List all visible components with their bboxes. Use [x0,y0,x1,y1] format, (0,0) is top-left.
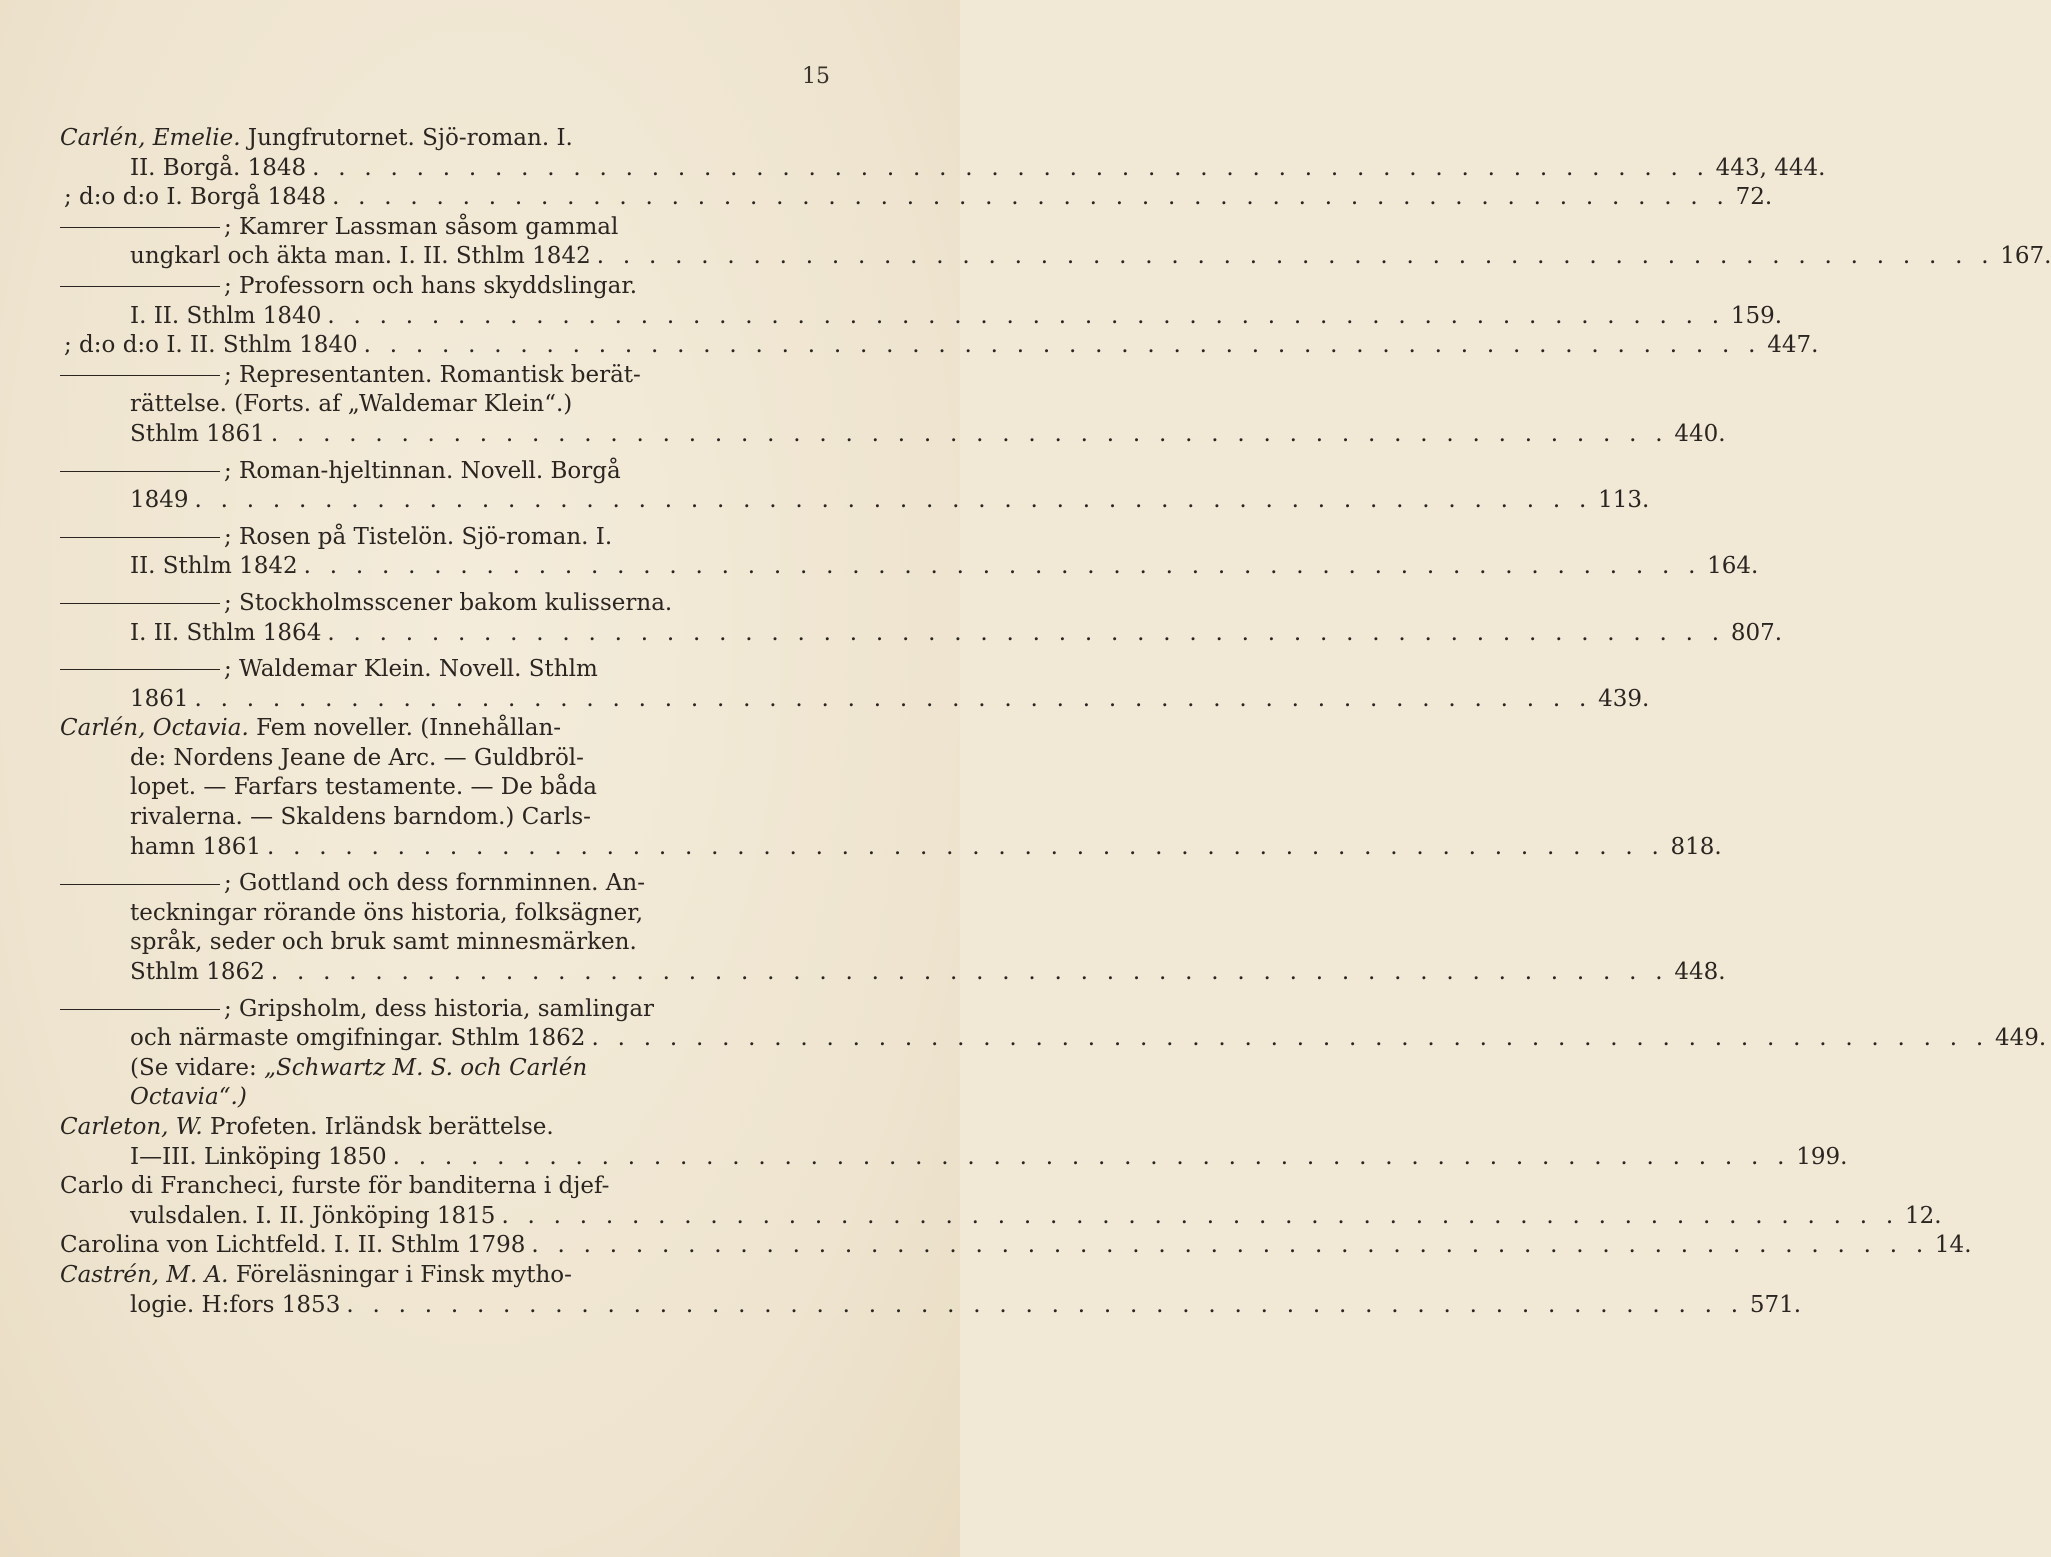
page-ref: 448. [1674,959,1726,986]
page-ref: 443, 444. [1715,154,1826,181]
entry-line: rättelse. (Forts. af „Waldemar Klein“.) [130,391,573,418]
entry-line: II. Sthlm 1842 . . . 164. [60,552,825,582]
ditto-dash [60,375,220,376]
ditto-dash [60,537,220,538]
entry-line: ; Gottland och dess fornminnen. An- [60,869,825,899]
ditto-dash [60,603,220,604]
page-number: 15 [802,64,830,89]
ditto-dash [60,227,220,228]
ditto-dash [60,1009,220,1010]
author-name: Carleton, W. [60,1114,203,1140]
page-ref: 12. [1904,1202,1942,1229]
entry-line: (Se vidare: „Schwartz M. S. och Carlén [130,1054,588,1081]
page-ref: 164. [1707,553,1759,580]
entry-line: I. II. Sthlm 1840 . . . 159. [60,302,825,332]
page-ref: 807. [1730,619,1783,646]
ditto-dash [60,669,220,670]
page-ref: 440. [1674,420,1726,447]
page-ref: 447. [1767,332,1819,359]
catalog-entries [60,124,2051,1320]
entry-line: 1849 . . . 113. [60,486,825,516]
entry-line: Castrén, M. A. Föreläsningar i Finsk mytho- [60,1261,825,1291]
entry-line: Carolina von Lichtfeld. I. II. Sthlm 1798 . . . 14. [60,1231,825,1261]
ditto-dash [60,286,220,287]
entry-line: ; Professorn och hans skyddslingar. [60,272,825,302]
page-ref: 571. [1749,1291,1802,1318]
entry-line: ; Waldemar Klein. Novell. Sthlm [60,655,825,685]
entry-line: ; Roman-hjeltinnan. Novell. Borgå [60,457,825,487]
page-ref: 159. [1730,302,1783,329]
entry-line: ; Gripsholm, dess historia, samlingar [60,995,825,1025]
page-ref: 113. [1598,487,1650,514]
entry-line: I. II. Sthlm 1864 . . . 807. [60,619,825,649]
author-name: Carlén, Emelie. [60,125,241,151]
entry-line: vulsdalen. I. II. Jönköping 1815 . . . 12. [60,1202,825,1232]
entry-line: ; d:o d:o I. II. Sthlm 1840 . . . 447. [60,331,825,361]
entry-line: Carlo di Francheci, furste för banditerna i djef- [60,1173,610,1200]
page-ref: 199. [1796,1143,1848,1170]
entry-line: teckningar rörande öns historia, folksägner, [130,899,644,926]
page-ref: 167. [2000,243,2051,270]
ditto-dash [60,471,220,472]
page-ref: 449. [1994,1025,2047,1052]
entry-line: och närmaste omgifningar. Sthlm 1862 . . . 449. [60,1024,825,1054]
author-name: Carlén, Octavia. [60,715,249,742]
page-ref: 72. [1735,184,1773,211]
entry-line: hamn 1861 . . . 818. [60,833,825,863]
entry-line: ; Stockholmsscener bakom kulisserna. [60,589,825,619]
entry-line: språk, seder och bruk samt minnesmärken. [130,929,637,956]
entry-line: ; Kamrer Lassman såsom gammal [60,213,825,243]
entry-line: 1861 . . . 439. [60,685,825,715]
entry-line: I—III. Linköping 1850 . . . 199. [60,1143,825,1173]
entry-line: Octavia“.) [130,1084,247,1111]
page-ref: 818. [1670,833,1722,860]
entry-line: de: Nordens Jeane de Arc. — Guldbröl- [130,744,584,771]
entry-line: II. Borgå. 1848 . . . 443, 444. [60,154,825,184]
page-ref: 439. [1598,685,1650,712]
entry-line: lopet. — Farfars testamente. — De båda [130,774,598,801]
entry-line: ; d:o d:o I. Borgå 1848 . . . 72. [60,183,825,213]
entry-line: ungkarl och äkta man. I. II. Sthlm 1842 . . . 167. [60,242,825,272]
entry-line: Sthlm 1862 . . . 448. [60,958,825,988]
entry-line: Carlén, Emelie. Jungfrutornet. Sjö-roman. I. [60,124,825,154]
entry-line: Sthlm 1861 . . . 440. [60,420,825,450]
entry-line: ; Rosen på Tistelön. Sjö-roman. I. [60,523,825,553]
page-ref: 14. [1934,1232,1972,1259]
entry-line: ; Representanten. Romantisk berät- [60,361,825,391]
author-name: Castrén, M. A. [60,1261,229,1288]
entry-line: Carlén, Octavia. Fem noveller. (Innehållan- [60,714,825,744]
entry-line: rivalerna. — Skaldens barndom.) Carls- [130,804,591,831]
entry-line: Carleton, W. Profeten. Irländsk berättelse. [60,1113,825,1143]
entry-line: logie. H:fors 1853 . . . 571. [60,1291,825,1321]
ditto-dash [60,884,220,885]
